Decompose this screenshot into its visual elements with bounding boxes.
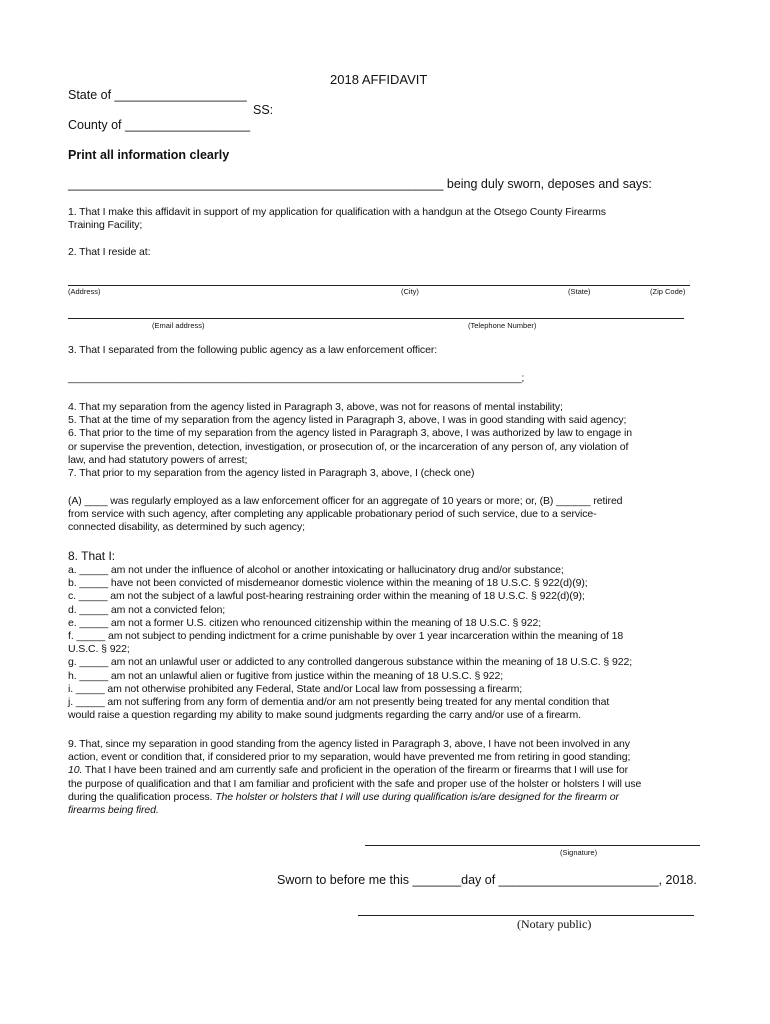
county-of-field[interactable]: County of __________________ bbox=[68, 118, 251, 132]
notary-label: (Notary public) bbox=[517, 917, 592, 931]
address-label: (Address) bbox=[68, 287, 101, 296]
paragraph-2: 2. That I reside at: bbox=[68, 246, 151, 258]
paragraph-8-list bbox=[68, 564, 700, 722]
paragraph-1: 1. That I make this affidavit in support of my application for qualification with a handgun at the Otsego County Firearms Training Facility; bbox=[68, 206, 606, 232]
paragraphs-4-to-7: 4. That my separation from the agency listed in Paragraph 3, above, was not for reasons of mental instability; 5. That at the time of my separation from the agency listed in Paragraph 3, above, I was in good standing with said agency; 6. That prior to the time of my separation from the agency listed in Paragraph 3, above, I was authorized by law to engage in or supervise the prevention, detection, investigation, or prosecution of, or the incarceration of any person of, any violation of law, and had statutory powers of arrest; 7. That prior to my separation from the agency listed in Paragraph 3, above, I (check one) bbox=[68, 401, 632, 480]
signature-label: (Signature) bbox=[560, 848, 598, 857]
list-item: e. _____ am not a former U.S. citizen who renounced citizenship within the meaning of 18 U.S.C. § 922; bbox=[68, 616, 542, 629]
list-item: g. _____ am not an unlawful user or addicted to any controlled dangerous substance within the meaning of 18 U.S.C. § 922; bbox=[68, 656, 633, 669]
email-label: (Email address) bbox=[152, 321, 205, 330]
sworn-date-field[interactable]: Sworn to before me this _______day of _______________________, 2018. bbox=[277, 873, 697, 887]
paragraph-8-heading: 8. That I: bbox=[68, 549, 116, 563]
list-item: j. _____ am not suffering from any form of dementia and/or am not presently being treated for any mental condition that bbox=[68, 696, 610, 709]
city-label: (City) bbox=[401, 287, 419, 296]
print-clearly-heading: Print all information clearly bbox=[68, 148, 230, 162]
agency-field[interactable]: _______________________________________________________________________________; bbox=[68, 372, 525, 384]
zip-code-label: (Zip Code) bbox=[650, 287, 686, 296]
contact-line[interactable] bbox=[68, 318, 684, 319]
list-item: would raise a question regarding my ability to make sound judgments regarding the carry and/or use of a firearm. bbox=[68, 709, 581, 722]
list-item: a. _____ am not under the influence of alcohol or another intoxicating or hallucinatory drug and/or substance; bbox=[68, 564, 564, 576]
notary-line[interactable] bbox=[358, 915, 694, 916]
list-item: U.S.C. § 922; bbox=[68, 643, 130, 656]
paragraph-7-options: (A) ____ was regularly employed as a law enforcement officer for an aggregate of 10 years or more; or, (B) ______ retired from service with such agency, after completing any applicable probationary period of such service, due to a service- connected disability, as determined by such agency; bbox=[68, 495, 623, 534]
telephone-label: (Telephone Number) bbox=[468, 321, 537, 330]
list-item: c. _____ am not the subject of a lawful post-hearing restraining order within the meaning of 18 U.S.C. § 922(d)(9); bbox=[68, 590, 585, 603]
paragraphs-9-and-10: 9. That, since my separation in good standing from the agency listed in Paragraph 3, above, I have not been involved in any action, event or condition that, if considered prior to my separation, would have prevented me from retiring in good standing; 10. That I have been trained and am currently safe and proficient in the operation of the firearm or firearms that I will use for the purpose of qualification and that I am familiar and proficient with the safe and proper use of the holster or holsters I will use during the qualification process. The holster or holsters that I will use during qualification is/are designed for the firearm or firearms being fired. bbox=[68, 738, 642, 817]
ss-label: SS: bbox=[253, 103, 274, 117]
deponent-name-field[interactable]: ______________________________________________________ being duly sworn, deposes and says: bbox=[68, 177, 652, 191]
list-item: f. _____ am not subject to pending indictment for a crime punishable by over 1 year incarceration within the meaning of 18 bbox=[68, 630, 624, 643]
signature-line[interactable] bbox=[365, 845, 700, 846]
list-item: i. _____ am not otherwise prohibited any Federal, State and/or Local law from possessing a firearm; bbox=[68, 682, 523, 695]
address-line[interactable] bbox=[68, 285, 690, 286]
list-item: b. _____ have not been convicted of misdemeanor domestic violence within the meaning of 18 U.S.C. § 922(d)(9); bbox=[68, 577, 588, 590]
list-item: d. _____ am not a convicted felon; bbox=[68, 603, 226, 616]
state-of-field[interactable]: State of ___________________ bbox=[68, 88, 247, 102]
paragraph-3: 3. That I separated from the following public agency as a law enforcement officer: bbox=[68, 344, 438, 356]
document-title: 2018 AFFIDAVIT bbox=[330, 72, 428, 87]
state-label: (State) bbox=[568, 287, 591, 296]
list-item: h. _____ am not an unlawful alien or fugitive from justice within the meaning of 18 U.S.C. § 922; bbox=[68, 669, 504, 682]
